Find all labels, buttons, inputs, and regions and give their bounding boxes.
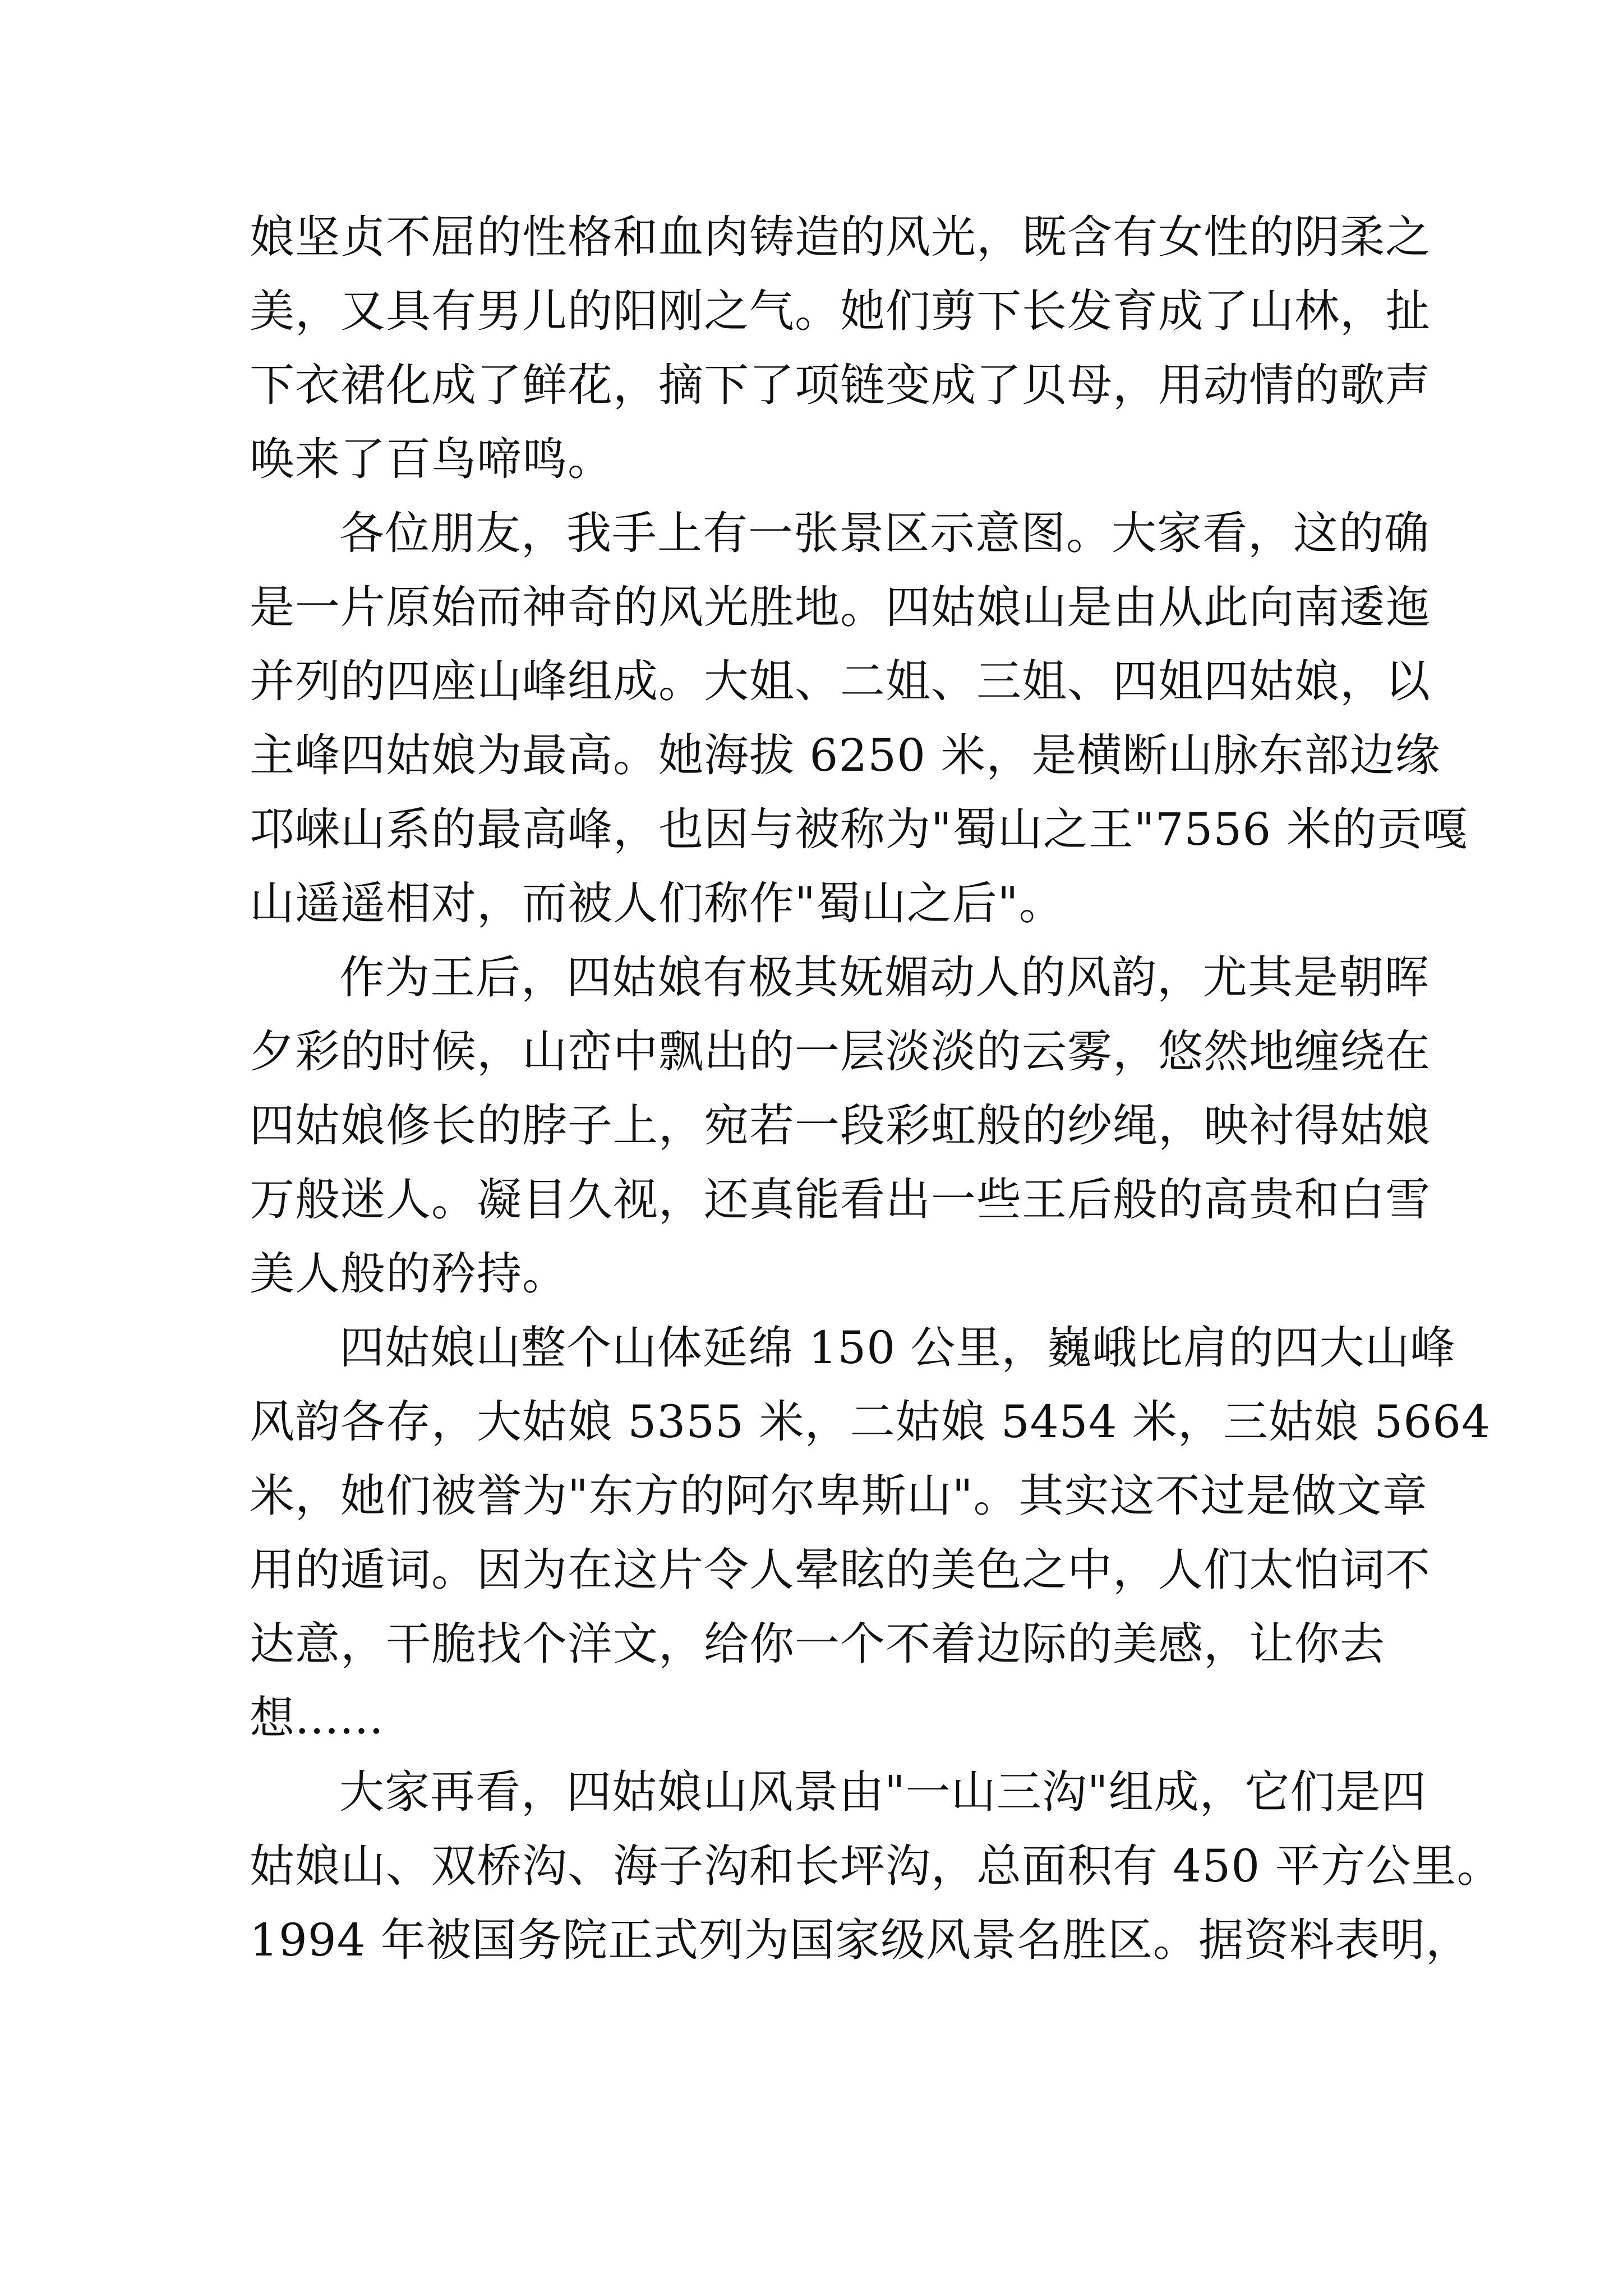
text-line: 夕彩的时候，山峦中飘出的一层淡淡的云雾，悠然地缠绕在: [250, 1025, 1431, 1078]
text-line: 并列的四座山峰组成。大姐、二姐、三姐、四姐四姑娘，以: [250, 655, 1431, 707]
text-line: 唤来了百鸟啼鸣。: [250, 433, 613, 485]
text-line: 用的遁词。因为在这片令人晕眩的美色之中，人们太怕词不: [250, 1544, 1431, 1596]
text-line: 米，她们被誉为"东方的阿尔卑斯山"。其实这不过是做文章: [250, 1470, 1428, 1522]
text-line: 姑娘山、双桥沟、海子沟和长坪沟，总面积有 450 平方公里。: [250, 1840, 1502, 1892]
text-line: 美，又具有男儿的阳刚之气。她们剪下长发育成了山林，扯: [250, 285, 1431, 337]
text-line: 娘坚贞不屈的性格和血肉铸造的风光，既含有女性的阴柔之: [250, 211, 1431, 263]
text-line: 达意，干脆找个洋文，给你一个不着边际的美感，让你去: [250, 1618, 1385, 1670]
text-line: 是一片原始而神奇的风光胜地。四姑娘山是由从此向南逶迤: [250, 581, 1431, 633]
text-line: 下衣裙化成了鲜花，摘下了项链变成了贝母，用动情的歌声: [250, 359, 1431, 411]
paragraph-first-line: 各位朋友，我手上有一张景区示意图。大家看，这的确: [339, 507, 1430, 559]
paragraph-first-line: 作为王后，四姑娘有极其妩媚动人的风韵，尤其是朝晖: [339, 951, 1430, 1004]
text-line: 想......: [250, 1692, 384, 1744]
text-line: 山遥遥相对，而被人们称作"蜀山之后"。: [250, 877, 1064, 930]
text-line: 美人般的矜持。: [250, 1248, 568, 1300]
paragraph-first-line: 大家再看，四姑娘山风景由"一山三沟"组成，它们是四: [339, 1766, 1427, 1818]
text-line: 万般迷人。凝目久视，还真能看出一些王后般的高贵和白雪: [250, 1174, 1431, 1226]
text-line: 四姑娘修长的脖子上，宛若一段彩虹般的纱绳，映衬得姑娘: [250, 1099, 1431, 1152]
text-line: 1994 年被国务院正式列为国家级风景名胜区。据资料表明，: [250, 1914, 1472, 1966]
text-line: 主峰四姑娘为最高。她海拔 6250 米，是横断山脉东部边缘: [250, 729, 1441, 781]
paragraph-first-line: 四姑娘山整个山体延绵 150 公里，巍峨比肩的四大山峰: [339, 1322, 1456, 1374]
text-line: 风韵各存，大姑娘 5355 米，二姑娘 5454 米，三姑娘 5664: [250, 1396, 1491, 1448]
text-line: 邛崃山系的最高峰，也因与被称为"蜀山之王"7556 米的贡嘎: [250, 803, 1468, 855]
